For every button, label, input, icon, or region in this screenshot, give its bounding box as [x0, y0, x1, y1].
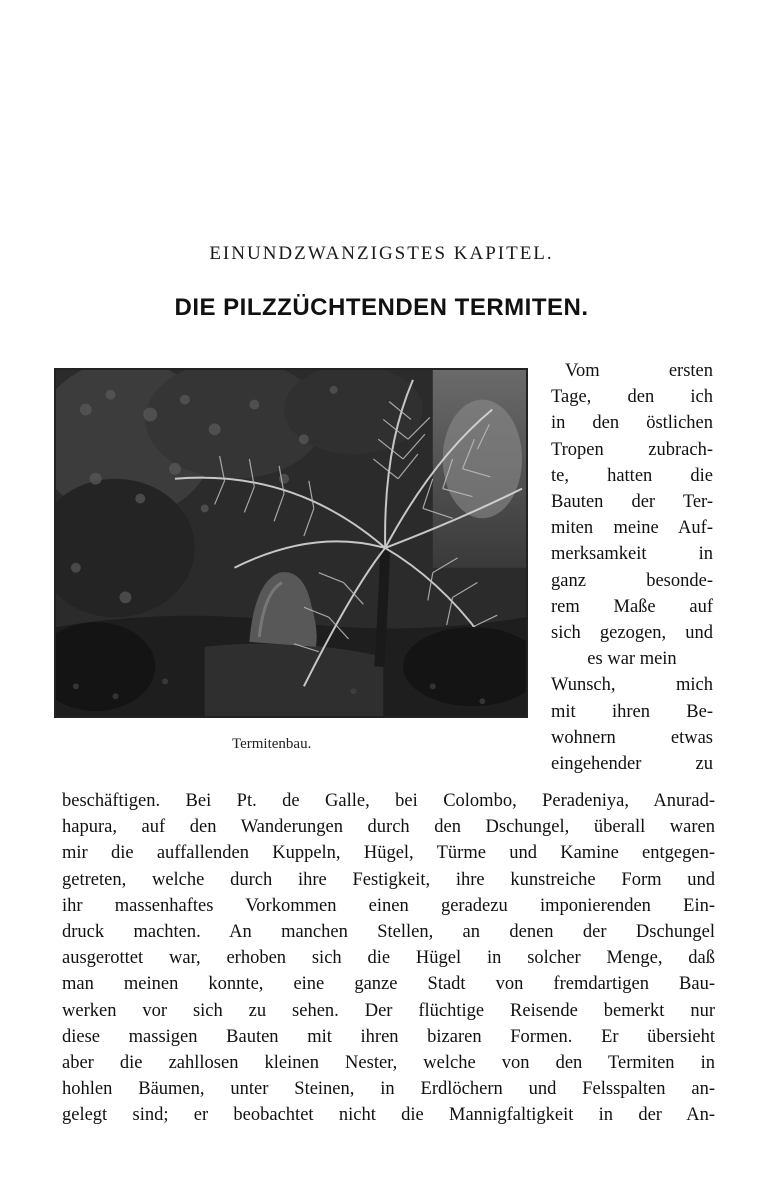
text-line: man meinen konnte, eine ganze Stadt von fremdartigen Bau-: [62, 974, 715, 995]
text-line: werken vor sich zu sehen. Der flüchtige Reisende bemerkt nur: [62, 1000, 715, 1021]
text-line: hapura, auf den Wanderungen durch den Dschungel, überall waren: [62, 817, 715, 838]
text-line: wohnern etwas: [551, 727, 713, 748]
text-line: rem Maße auf: [551, 596, 713, 617]
text-line: sich gezogen, und: [551, 623, 713, 644]
text-line: mit ihren Be-: [551, 701, 713, 722]
text-line: diese massigen Bauten mit ihren bizaren Formen. Er übersieht: [62, 1026, 715, 1047]
figure-caption: Termitenbau.: [232, 736, 312, 752]
text-line: Bauten der Ter-: [551, 492, 713, 513]
text-line: Vom ersten: [565, 361, 713, 381]
text-line: mir die auffallenden Kuppeln, Hügel, Türme und Kamine entgegen-: [62, 843, 715, 864]
text-line: eingehender zu: [551, 754, 713, 775]
text-line: hohlen Bäumen, unter Steinen, in Erdlöchern und Felsspalten an-: [62, 1079, 715, 1100]
text-line: ausgerottet war, erhoben sich die Hügel in solcher Menge, daß: [62, 948, 715, 969]
text-line: Tage, den ich: [551, 387, 713, 408]
main-paragraph: [62, 788, 715, 1129]
text-line: ihr massenhaftes Vorkommen einen geradezu imponierenden Ein-: [62, 895, 715, 916]
text-line: Tropen zubrach-: [551, 439, 713, 460]
text-line: getreten, welche durch ihre Festigkeit, ihre kunstreiche Form und: [62, 869, 715, 890]
side-column-text: [551, 358, 713, 777]
text-line: te, hatten die: [551, 465, 713, 486]
termite-mound-photo: [54, 368, 528, 718]
text-line: merksamkeit in: [551, 544, 713, 565]
text-line: aber die zahllosen kleinen Nester, welche von den Termiten in: [62, 1053, 715, 1074]
text-line: gelegt sind; er beobachtet nicht die Mannigfaltigkeit in der An-: [62, 1105, 715, 1126]
text-line: druck machten. An manchen Stellen, an denen der Dschungel: [62, 922, 715, 943]
text-line: es war mein: [587, 649, 677, 670]
text-line: beschäftigen. Bei Pt. de Galle, bei Colombo, Peradeniya, Anurad-: [62, 791, 715, 811]
chapter-title: DIE PILZZÜCHTENDEN TERMITEN.: [174, 294, 589, 321]
text-line: Wunsch, mich: [551, 675, 713, 696]
chapter-heading: EINUNDZWANZIGSTES KAPITEL.: [209, 243, 554, 264]
photo-illustration: [56, 370, 526, 716]
text-line: ganz besonde-: [551, 570, 713, 591]
text-line: in den östlichen: [551, 413, 713, 434]
text-line: miten meine Auf-: [551, 518, 713, 539]
